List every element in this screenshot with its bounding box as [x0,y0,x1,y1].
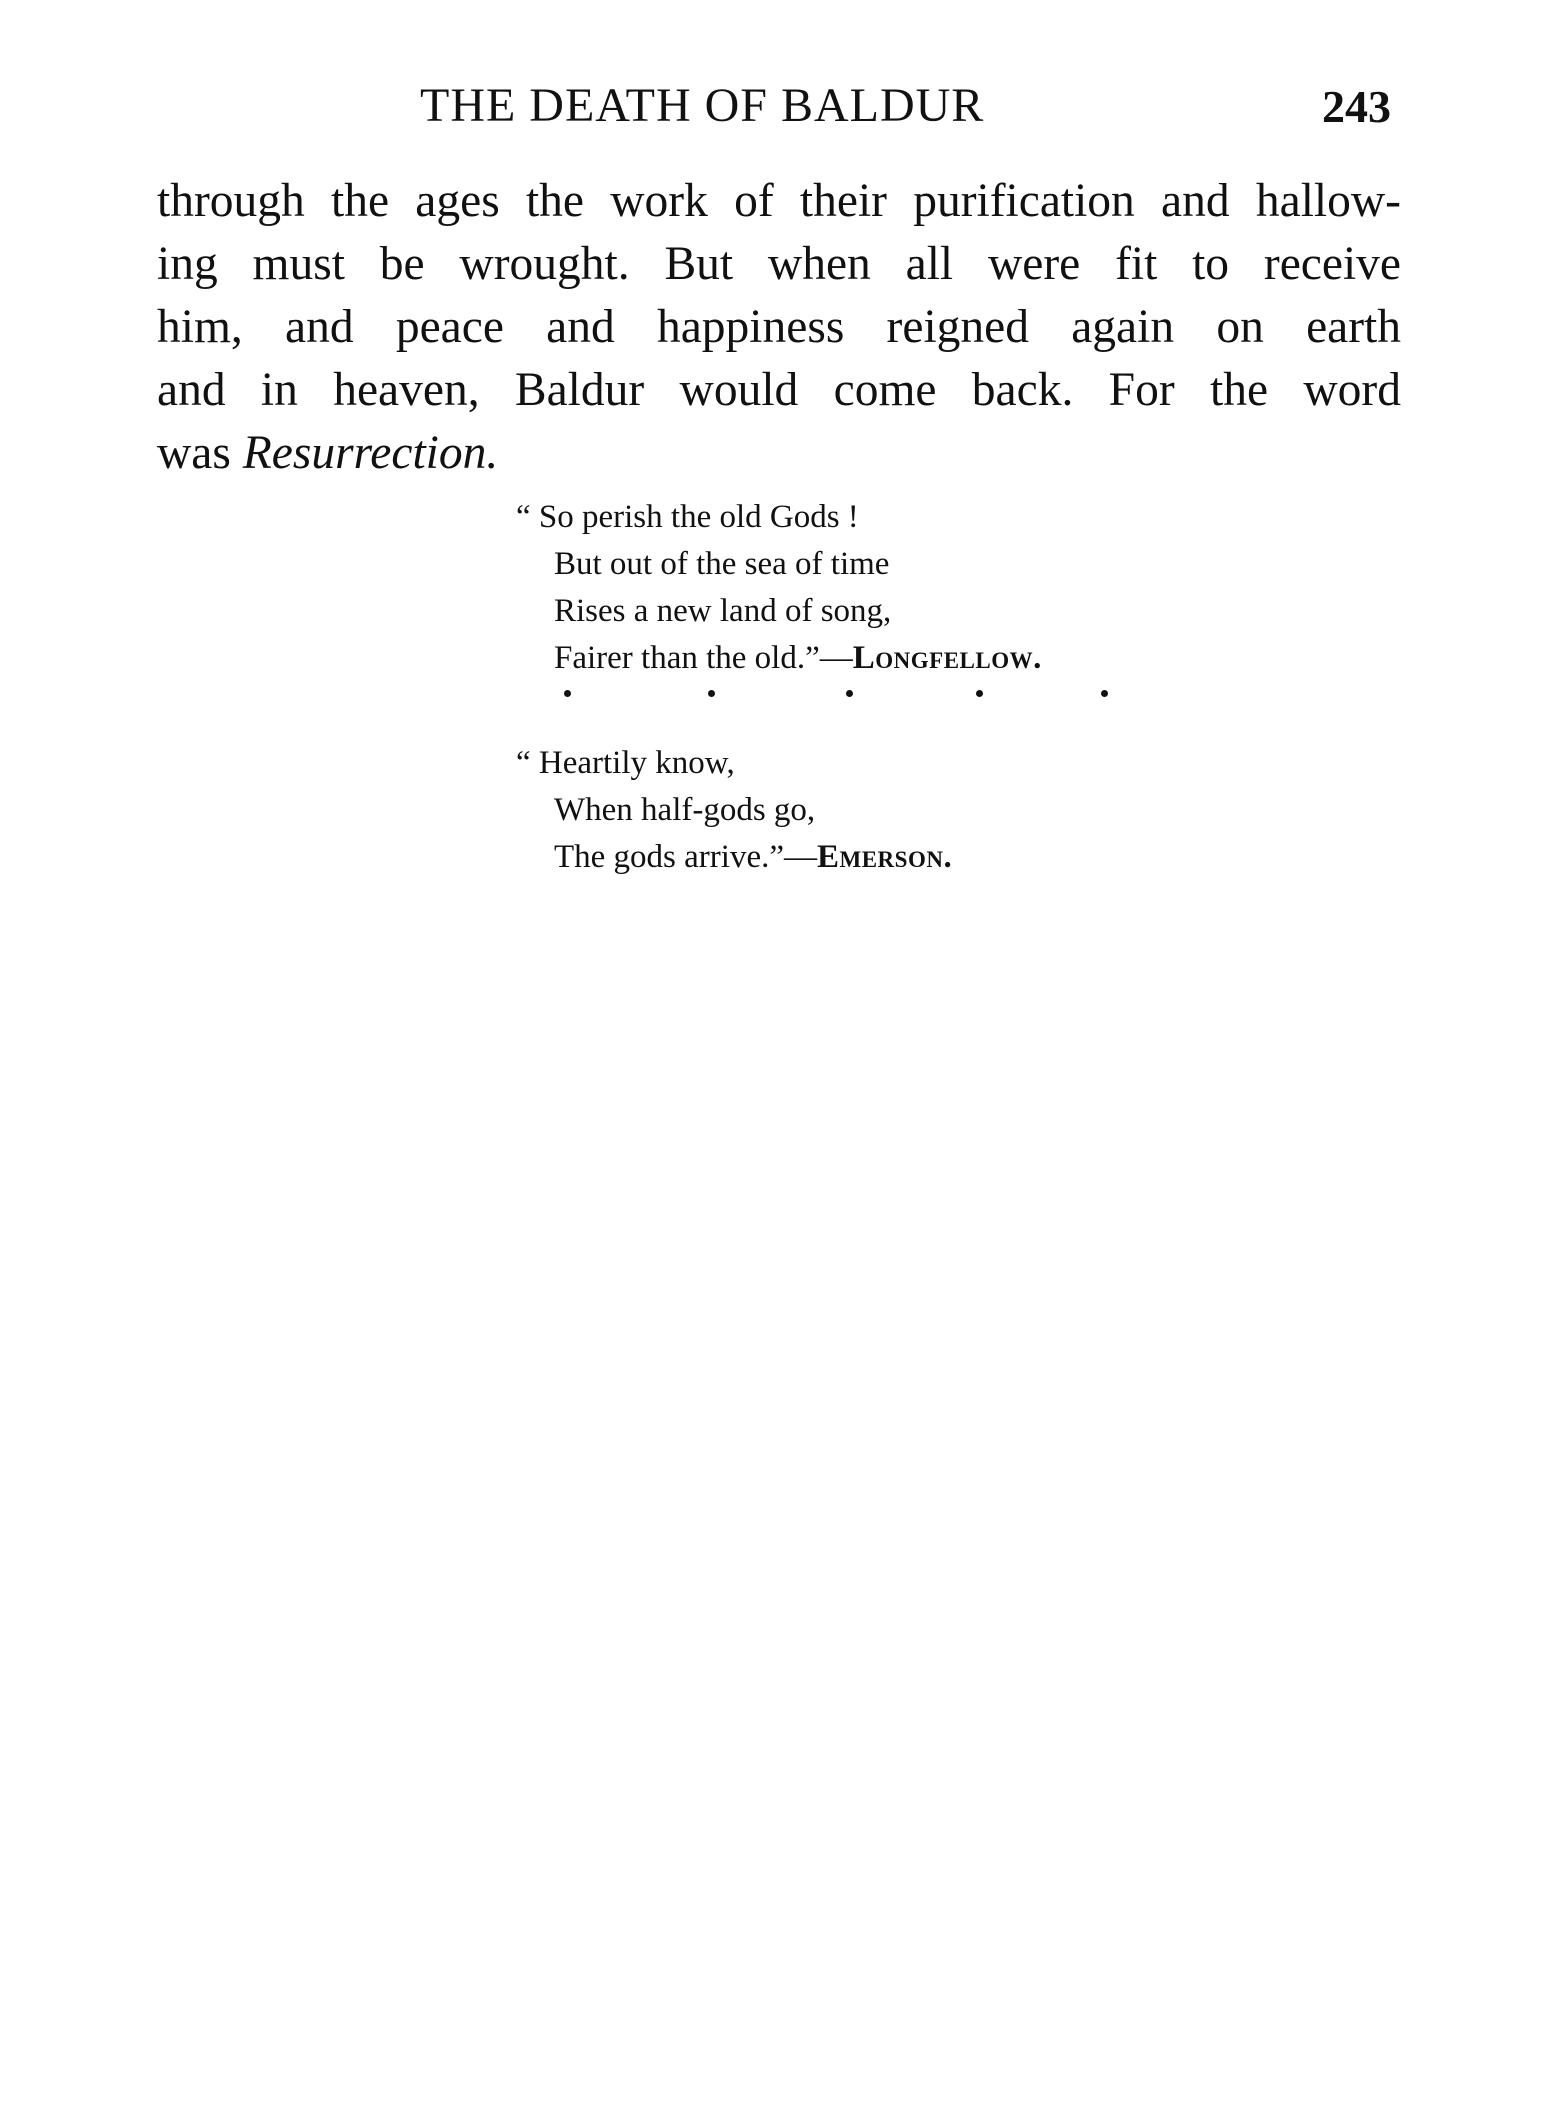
body-line: him, and peace and happiness reigned again on earth [157,301,1401,353]
emphasized-word: Resurrection. [242,427,499,479]
quote-attribution: Longfellow. [852,640,1042,676]
verse-line: Rises a new land of song, [554,593,892,629]
verse-line: But out of the sea of time [554,546,890,582]
body-line: ing must be wrought. But when all were fit to receive [157,238,1401,290]
separator-dot [564,690,571,697]
running-title: THE DEATH OF BALDUR [420,79,985,132]
body-line-prefix: was [157,427,231,479]
verse-line: Fairer than the old.”— [554,640,853,676]
verse-line: “ So perish the old Gods ! [516,499,859,535]
body-line: and in heaven, Baldur would come back. For the word [157,364,1401,416]
separator-dot [976,690,983,697]
verse-quote-longfellow [516,494,1042,682]
body-paragraph [157,170,1401,485]
verse-line: “ Heartily know, [516,745,735,781]
quote-attribution: Emerson. [817,839,953,875]
running-head [0,78,1568,138]
verse-quote-emerson [516,740,952,881]
verse-line-with-attribution [516,834,952,881]
page-number: 243 [1322,81,1391,132]
verse-line-with-attribution [516,635,1042,682]
verse-line: When half-gods go, [554,792,816,828]
separator-dot [846,690,853,697]
separator-dot [708,690,715,697]
verse-line: The gods arrive.”— [554,839,817,875]
ellipsis-separator [564,690,1134,710]
body-line: through the ages the work of their purification and hallow- [157,175,1401,227]
body-line-last [157,422,1401,485]
separator-dot [1101,690,1108,697]
